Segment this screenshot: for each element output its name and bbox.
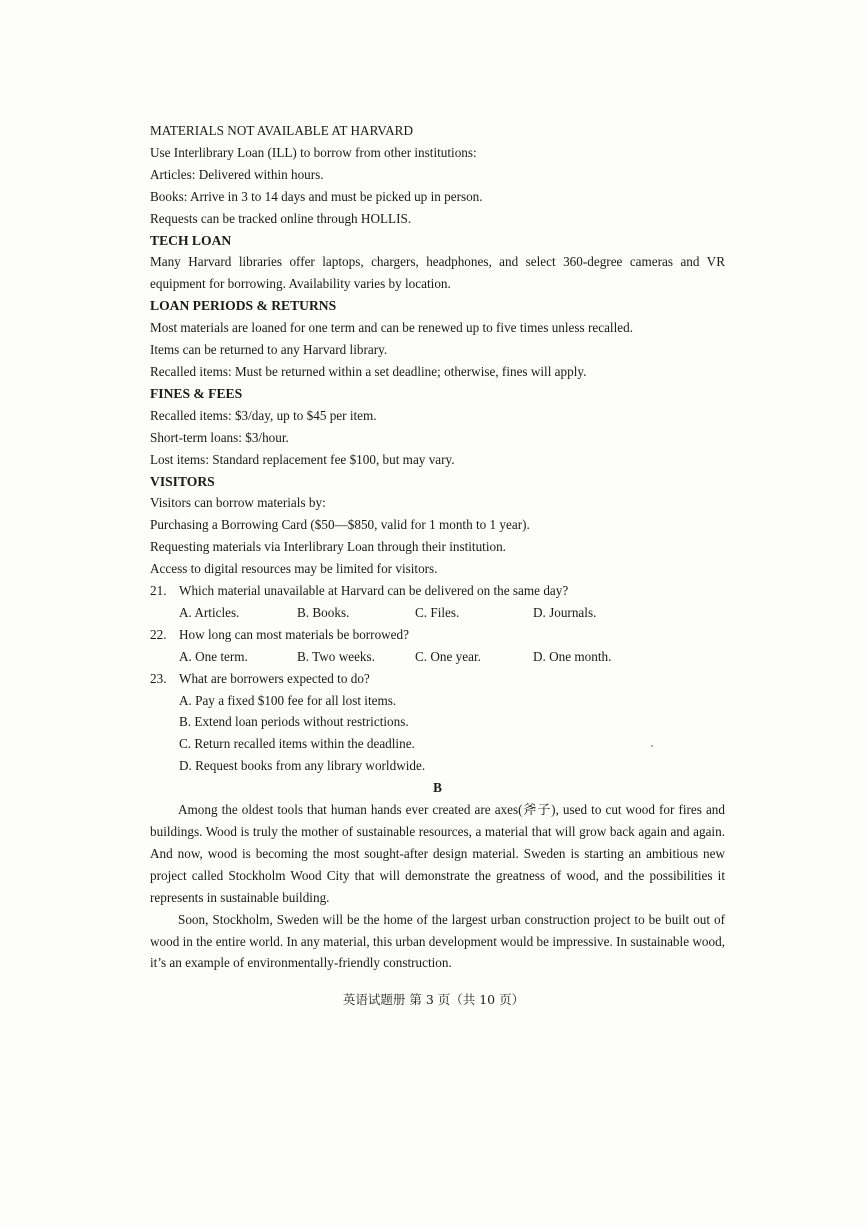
option-b: B. Two weeks. xyxy=(297,648,375,664)
option-a: A. Pay a fixed $100 fee for all lost items. xyxy=(179,692,397,708)
question-number: 23. xyxy=(150,670,167,686)
option-b: B. Extend loan periods without restrictions. xyxy=(179,714,409,730)
question-22 xyxy=(150,624,725,646)
question-stem: Which material unavailable at Harvard can be delivered on the same day? xyxy=(179,583,569,599)
scan-speck xyxy=(651,745,653,747)
passage-b-label: B xyxy=(433,780,442,796)
materials-line: Articles: Delivered within hours. xyxy=(150,166,324,182)
materials-line: Books: Arrive in 3 to 14 days and must be picked up in person. xyxy=(150,188,483,204)
tech-loan-heading: TECH LOAN xyxy=(150,232,232,248)
visitors-line: Visitors can borrow materials by: xyxy=(150,495,326,511)
question-number: 21. xyxy=(150,583,167,599)
fines-line: Recalled items: $3/day, up to $45 per item. xyxy=(150,407,377,423)
loan-periods-heading: LOAN PERIODS & RETURNS xyxy=(150,298,337,314)
passage-paragraph: Soon, Stockholm, Sweden will be the home of the largest urban construction project to be built out of wood in the entire world. In any material, this urban development would be impressive. In sustainable wood, it’s an example of environmentally-friendly construction. xyxy=(150,911,725,971)
page-footer: 英语试题册 第 3 页（共 10 页） xyxy=(342,992,525,1007)
fines-line: Lost items: Standard replacement fee $100, but may vary. xyxy=(150,451,455,467)
option-d: D. One month. xyxy=(533,648,612,664)
options-row xyxy=(150,646,725,668)
option-c: C. Return recalled items within the deadline. xyxy=(179,736,415,752)
visitors-line: Purchasing a Borrowing Card ($50—$850, valid for 1 month to 1 year). xyxy=(150,517,530,533)
option-a: A. One term. xyxy=(179,648,248,664)
passage-paragraph: Among the oldest tools that human hands ever created are axes(斧子), used to cut wood for fires and buildings. Wood is truly the mother of sustainable resources, a material that will grow back again and again. And now, wood is becoming the most sought-after design material. Sweden is starting an ambitious new project called Stockholm Wood City that will demonstrate the greatness of wood, and the possibilities it represents in sustainable building. xyxy=(150,802,725,905)
option-a: A. Articles. xyxy=(179,604,240,620)
option-d: D. Journals. xyxy=(533,604,597,620)
option-c: C. Files. xyxy=(415,604,460,620)
question-stem: What are borrowers expected to do? xyxy=(179,670,370,686)
visitors-line: Access to digital resources may be limited for visitors. xyxy=(150,561,438,577)
loan-line: Most materials are loaned for one term and can be renewed up to five times unless recalled. xyxy=(150,320,633,336)
question-number: 22. xyxy=(150,626,167,642)
option-c: C. One year. xyxy=(415,648,481,664)
visitors-heading: VISITORS xyxy=(150,473,215,489)
options-row xyxy=(150,602,725,624)
question-23 xyxy=(150,668,725,690)
materials-line: Requests can be tracked online through HOLLIS. xyxy=(150,210,412,226)
question-stem: How long can most materials be borrowed? xyxy=(179,626,409,642)
question-21 xyxy=(150,580,725,602)
loan-line: Items can be returned to any Harvard library. xyxy=(150,342,388,358)
materials-heading: MATERIALS NOT AVAILABLE AT HARVARD xyxy=(150,123,413,138)
page-content xyxy=(150,120,725,974)
fines-line: Short-term loans: $3/hour. xyxy=(150,429,289,445)
option-d: D. Request books from any library worldwide. xyxy=(179,758,426,774)
option-b: B. Books. xyxy=(297,604,350,620)
loan-line: Recalled items: Must be returned within a set deadline; otherwise, fines will apply. xyxy=(150,363,587,379)
tech-loan-text: Many Harvard libraries offer laptops, chargers, headphones, and select 360-degree cameras and VR equipment for borrowing. Availability varies by location. xyxy=(150,254,725,292)
materials-line: Use Interlibrary Loan (ILL) to borrow from other institutions: xyxy=(150,144,477,160)
visitors-line: Requesting materials via Interlibrary Loan through their institution. xyxy=(150,539,506,555)
fines-heading: FINES & FEES xyxy=(150,385,243,401)
